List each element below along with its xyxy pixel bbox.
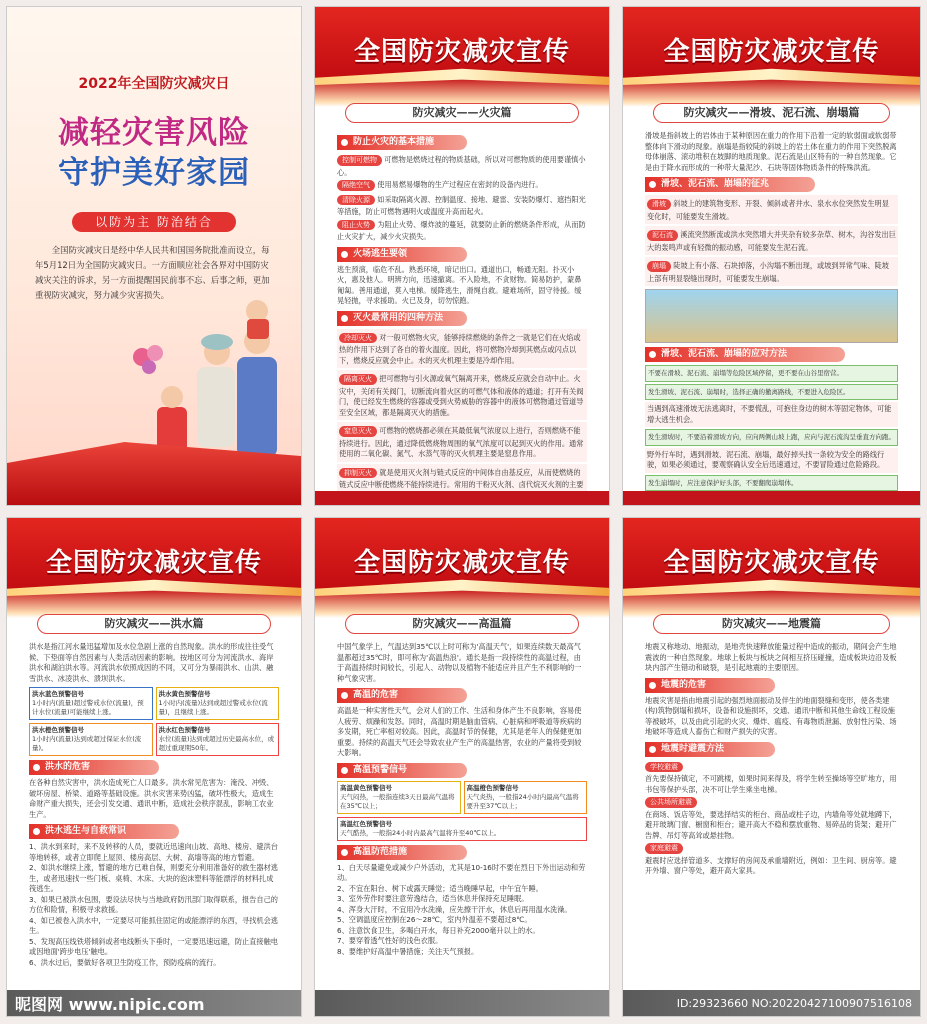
quake-subtitle: 防灾减灾——地震篇 — [653, 614, 890, 634]
paragraph: 使用易燃易爆物的生产过程应在密封的设备内进行。 — [377, 180, 543, 189]
banner-title: 全国防灾减灾宣传 — [353, 37, 570, 67]
section-heading: 洪水逃生与自救常识 — [29, 824, 179, 839]
paragraph: 逃生预演，临危不乱。熟悉环境，暗记出口。通道出口，畅通无阻。扑灭小火，惠及他人。明辨方向，迅速撤离。不入险地，不贪财物。简易防护，蒙鼻匍匐。善用通道，莫入电梯。缓降逃生，滑绳自救。避难场所，固守待援。缓晃轻抛，寻求援助。火已及身，切勿惊跑。 — [337, 264, 582, 305]
fire-body — [337, 131, 587, 487]
warning-box — [156, 723, 280, 756]
paragraph: 7、要穿着透气性好的浅色衣服。 — [337, 936, 443, 945]
banner-title: 全国防灾减灾宣传 — [663, 548, 880, 578]
banner — [315, 518, 609, 618]
paragraph: 8、要维护好高温中暑措施；关注天气预报。 — [337, 946, 479, 956]
tag: 冷却灭火 — [339, 333, 377, 344]
paragraph: 溪流突然断流或洪水突然增大并夹杂有较多杂草、树木，沟谷发出巨大的轰鸣声或有轻微的振动感，可能要发生泥石流。 — [647, 230, 896, 252]
section-heading: 滑坡、泥石流、崩塌的应对方法 — [645, 347, 845, 362]
paragraph: 斜坡上的建筑物变形、开裂、倾斜或者井水、泉水水位突然发生明显变化时，可能要发生滑坡。 — [647, 199, 889, 221]
warning-title: 高温红色预警信号 — [340, 819, 392, 828]
fire-panel — [314, 6, 610, 506]
tip-box: 发生滑坡时，不要沿着滑坡方向，应向两侧山坡上跑，应向与泥石流沟呈垂直方向跑。 — [645, 429, 898, 446]
paragraph: 对一般可燃物火灾，能够持续燃烧的条件之一就是它们在火焰或热的作用下达到了各自的着火温度。因此，将可燃物冷却到其燃点或闪点以下，燃烧反应就会中止。水的灭火机理主要是冷却作用。 — [339, 332, 581, 365]
warning-title: 洪水红色预警信号 — [158, 726, 211, 734]
watermark-strip — [7, 990, 301, 1016]
paragraph: 1、洪水到来时，来不及转移的人员，要就近迅速向山坡、高地、楼房、避洪台等地转移，或者立即爬上屋顶、楼房高层、大树、高墙等高的地方暂避。 — [29, 842, 278, 862]
paragraph: 6、洪水过后，要做好各项卫生防疫工作，预防疫病的流行。 — [29, 957, 221, 967]
warning-box — [337, 817, 587, 841]
landslide-panel — [622, 6, 921, 506]
warning-text: 水位(流量)达到或超过历史最高水位，或超过重现期50年。 — [158, 735, 275, 752]
banner — [623, 518, 920, 618]
tag: 滑坡 — [647, 199, 671, 210]
cover-year: 2022年全国防灾减灾日 — [78, 76, 230, 92]
cover-panel — [6, 6, 302, 506]
fire-subtitle: 防灾减灾——火灾篇 — [345, 103, 579, 123]
cover-description: 全国防灾减灾日是经中华人民共和国国务院批准而设立，每年5月12日为全国防灾减灾日。一方面顺应社会各界对中国防灾减灾关注的诉求，另一方面提醒国民前事不忘、后事之师，更加重视防灾减灾，努力减少灾害损失。 — [35, 245, 270, 300]
landslide-body — [645, 131, 898, 487]
paragraph: 避震时应选择管道多、支撑好的房间及承重墙附近，例如：卫生间、厨房等。避开外墙、窗户等处，避开高大家具。 — [645, 855, 897, 875]
banner-title: 全国防灾减灾宣传 — [45, 548, 262, 578]
tag: 学校避震 — [645, 762, 683, 773]
paragraph: 2、不宜在阳台、树下或露天睡觉；适当晚睡早起，中午宜午睡。 — [337, 883, 543, 893]
heat-panel — [314, 517, 610, 1017]
section-heading: 洪水的危害 — [29, 760, 159, 775]
paragraph: 3、如果已被洪水包围，要设法尽快与当地政府防汛部门取得联系，报告自己的方位和险情，积极寻求救援。 — [29, 894, 278, 914]
section-heading: 地震时避震方法 — [645, 742, 775, 757]
quake-panel — [622, 517, 921, 1017]
warning-box — [156, 687, 280, 720]
section-heading: 滑坡、泥石流、崩塌的征兆 — [645, 177, 815, 192]
warning-title: 洪水黄色预警信号 — [158, 690, 211, 698]
watermark-strip — [315, 990, 609, 1016]
paragraph: 陡坡上有小落、石块掉落，小沟塌不断出现，或坡到异常气味、陡坡上部有明显裂缝出现时，可能要发生崩塌。 — [647, 261, 889, 283]
warning-title: 高温橙色预警信号 — [466, 783, 519, 792]
paragraph: 就是使用灭火剂与链式反应的中间体自由基反应，从而使燃烧的链式反应中断使燃烧不能持续进行。常用的干粉灭火剂、卤代烷灭火剂的主要 — [339, 467, 584, 489]
paragraph: 首先要保持镇定，不可跳楼，如果时间来得及，将学生转至操场等空旷地方，用书包等保护头部，决不可让学生乘坐电梯。 — [645, 774, 897, 794]
tag: 窒息灭火 — [339, 426, 377, 437]
landslide-subtitle: 防灾减灾——滑坡、泥石流、崩塌篇 — [653, 103, 890, 123]
tip-box: 发生滑坡、泥石流、崩塌时，选择正确的撤离路线，不要进入危险区。 — [645, 384, 898, 401]
paragraph: 在各种自然灾害中，洪水造成死亡人口最多。洪水常见危害为：淹没、冲毁、破坏房屋、桥梁、道路等基础设施。洪水灾害来势凶猛，破坏性极大，造成生命财产重大损失，还会引发交通、通讯中断，造成社会秩序混乱，影响工农业生产。 — [29, 778, 274, 819]
warning-title: 洪水橙色预警信号 — [32, 726, 84, 734]
warning-text: 1小时内(流量)达到或超过保证水位(流量)。 — [32, 735, 142, 752]
section-heading: 火场逃生要领 — [337, 247, 467, 262]
heat-subtitle: 防灾减灾——高温篇 — [345, 614, 579, 634]
paragraph: 可燃物是燃烧过程的物质基础，所以对可燃物质的使用要谨慎小心。 — [337, 155, 586, 177]
tag: 家庭避震 — [645, 843, 683, 854]
tag: 控制可燃物 — [337, 155, 382, 166]
banner-stripe — [315, 578, 609, 596]
quake-body — [645, 642, 898, 986]
watermark-id: ID:29323660 NO:20220427100907516108 — [676, 996, 912, 1010]
warning-text: 天气闷热，一般指连续3天日最高气温将在35℃以上； — [340, 792, 455, 810]
banner-stripe — [7, 578, 301, 596]
paragraph: 4、如已被卷入洪水中，一定要尽可能抓住固定的或能漂浮的东西，寻找机会逃生。 — [29, 915, 278, 935]
banner-title: 全国防灾减灾宣传 — [663, 37, 880, 67]
paragraph: 地震又称地动、地振动，是地壳快速释放能量过程中造成的振动，期间会产生地震波的一种自然现象。地球上板块与板块之间相互挤压碰撞，造成板块边沿及板块内部产生错动和破裂，是引起地震的主要原因。 — [645, 642, 897, 672]
section-heading: 高温防范措施 — [337, 845, 467, 860]
tag: 崩塌 — [647, 261, 671, 272]
tag: 抑制灭火 — [339, 468, 377, 479]
section-heading: 高温的危害 — [337, 688, 467, 703]
warning-box — [337, 781, 461, 814]
footer-bar — [315, 491, 609, 505]
warning-title: 高温黄色预警信号 — [340, 783, 392, 792]
paragraph: 5、发现高压线铁塔倾斜或者电线断头下垂时，一定要迅速远避，防止直接触电或因地面'跨步电压'触电。 — [29, 936, 278, 956]
banner-title: 全国防灾减灾宣传 — [353, 548, 570, 578]
warning-text: 1小时内(流量)达到或超过警戒水位(流量)，且继续上涨。 — [158, 699, 268, 716]
banner — [315, 7, 609, 107]
tag: 公共场所避震 — [645, 797, 697, 808]
tag: 泥石流 — [647, 230, 678, 241]
section-heading: 地震的危害 — [645, 678, 775, 693]
warning-text: 天气酷热，一般指24小时内最高气温将升至40℃以上。 — [340, 828, 501, 837]
paragraph: 中国气象学上，气温达到35℃以上时可称为'高温天气'，如果连续数天最高气温都超过35℃时，即可称为'高温热浪'。通长是指一段持续性的高温过程，由于高温持续时间较长，引起人、动物以及植物不能适应并且产生不利影响的一种气象灾害。 — [337, 642, 582, 683]
warning-text: 1小时内(流量)超过警戒水位(流量)，预计水位(流量)可能继续上涨。 — [32, 699, 144, 716]
tag: 隔绝空气 — [337, 180, 375, 191]
section-heading: 防止火灾的基本措施 — [337, 135, 467, 150]
watermark-strip — [623, 990, 920, 1016]
paragraph: 地震灾害是指由地震引起的强烈地面振动及伴生的地面裂缝和变形，使各类建(构)筑物倒塌和损坏，设备和设施损坏，交通、通讯中断和其他生命线工程设施等被破坏，以及由此引起的火灾、爆炸、瘟疫、有毒物质泄漏、放射性污染、场地破坏等造成人畜伤亡和财产损失的灾害。 — [645, 695, 897, 736]
tip-box: 野外行车时，遇到滑坡、泥石流、崩塌，最好掉头找一条较为安全的路线行驶，如果必须通过，要观察确认安全后迅速通过，不要冒险通过危险路段。 — [645, 448, 898, 473]
warning-box — [29, 687, 153, 720]
paragraph: 滑坡是指斜坡上的岩体由于某种原因在重力的作用下沿着一定的软弱面或软弱带整体向下滑动的现象。崩塌是指较陡的斜坡上的岩土体在重力的作用下突然脱离母体崩落、滚动堆积在坡脚的地质现象。泥石流是山区特有的一种自然现象。它是由于降水而形成的一种带大量泥沙、石块等固体物质条件的特殊洪流。 — [645, 131, 897, 172]
paragraph: 可燃物的燃烧都必须在其最低氧气浓度以上进行，否则燃烧不能持续进行。因此，通过降低燃烧物周围的氧气浓度可以起到灭火的作用。通常使用的二氧化碳、氮气、水蒸气等的灭火机理主要是窒息作用。 — [339, 426, 584, 458]
banner-stripe — [623, 67, 920, 85]
tag: 阻止火势 — [337, 220, 375, 231]
paragraph: 3、室外劳作时要注意劳逸结合，适当休息并保持充足睡眠。 — [337, 894, 529, 903]
warning-box — [464, 781, 588, 814]
tag: 清除火源 — [337, 195, 375, 206]
section-heading: 灭火最常用的四种方法 — [337, 311, 467, 326]
paragraph: 如采取隔离火源、控制温度、接地、避雷、安装防爆灯、遮挡阳光等措施，防止可燃物遇明火或温度升高而起火。 — [337, 194, 586, 216]
cover-slogan-2: 守护美好家园 — [58, 155, 250, 191]
warning-box — [29, 723, 153, 756]
paragraph: 2、如洪水继续上涨，暂避的地方已难自保，则要充分利用准备好的救生器材逃生，或者迅速找一些门板、桌椅、木床、大块的泡沫塑料等能漂浮的材料扎成筏逃生。 — [29, 863, 278, 893]
paragraph: 4、浑身大汗时，不宜用冷水洗澡，应先擦干汗水，休息后再用温水洗澡。 — [337, 904, 572, 914]
paragraph: 为阻止火势、爆炸波的蔓延，就要防止新的燃烧条件形成，从而防止火灾扩大，减少火灾损失。 — [337, 219, 586, 241]
watermark-site: 昵图网 www.nipic.com — [15, 994, 205, 1014]
flood-panel — [6, 517, 302, 1017]
heat-body — [337, 642, 587, 986]
paragraph: 把可燃物与引火源或氧气隔离开来，燃烧反应就会自动中止。火灾中，关闭有关阀门，切断流向着火区的可燃气体和液体的通道；打开有关阀门，使已经发生燃烧的容器或受到火势威胁的容器中的液体可燃物通过管道导至安全区域，都是隔离灭火的措施。 — [339, 374, 584, 417]
paragraph: 5、空调温度应控制在26～28℃，室内外温差不要超过8℃。 — [337, 915, 532, 924]
paragraph: 6、注意饮食卫生，多喝白开水，每日补充2000毫升以上的水。 — [337, 925, 540, 935]
banner — [623, 7, 920, 107]
section-heading: 高温预警信号 — [337, 763, 467, 778]
tag: 隔离灭火 — [339, 374, 377, 385]
flood-body — [29, 642, 279, 986]
paragraph: 1、白天尽量避免或减少户外活动，尤其是10-16时不要在烈日下外出运动和劳动。 — [337, 862, 586, 882]
landslide-illustration — [645, 289, 898, 343]
tip-box: 不要在滑坡、泥石流、崩塌等危险区域停留，更不要在山谷里宿营。 — [645, 365, 898, 382]
paragraph: 在商场、饭店等处，要选择结实的柜台、商品或柱子边，内墙角等处就地蹲下，避开玻璃门窗、橱窗和柜台；避开高大不稳和摆放重物、易碎品的货架；避开广告牌、吊灯等高耸或悬挂物。 — [645, 809, 897, 840]
banner-stripe — [315, 67, 609, 85]
warning-title: 洪水蓝色预警信号 — [32, 690, 84, 698]
banner-stripe — [623, 578, 920, 596]
tip-box: 发生崩塌时，应注意保护好头部，不要翻爬崩塌体。 — [645, 475, 898, 492]
cover-motto: 以防为主 防治结合 — [72, 212, 236, 232]
cover-slogan-1: 减轻灾害风险 — [58, 115, 250, 151]
banner — [7, 518, 301, 618]
flood-subtitle: 防灾减灾——洪水篇 — [37, 614, 271, 634]
footer-bar — [623, 491, 920, 505]
warning-text: 天气炎热，一般指24小时内最高气温将要升至37℃以上； — [466, 792, 579, 810]
paragraph: 洪水是指江河水量迅猛增加及水位急剧上涨的自然现象。洪水的形成往往受气候、下垫面等自然因素与人类活动因素的影响。按地区可分为河流洪水、海岸洪水和湖泊洪水等。河流洪水依照成因的不同，又可分为暴雨洪水、山洪、融雪洪水、冰凌洪水、溃坝洪水。 — [29, 642, 274, 683]
paragraph: 高温是一种实害性天气，会对人们的工作、生活和身体产生不良影响，容易使人疲劳、烦躁和发怒。同时，高温时期是脑血管病、心脏病和呼吸道等疾病的多发期，死亡率相对较高。因此，高温时节的保健，尤其是老年人的保健更加重要。持续的高温天气还会导致农业产生产的高温热害，农业的产量将受到较大影响。 — [337, 706, 582, 757]
tip-box: 当遇到高速滑坡无法逃离时，不要慌乱，可抱住身边的树木等固定物体，可能增大逃生机会。 — [645, 402, 898, 427]
